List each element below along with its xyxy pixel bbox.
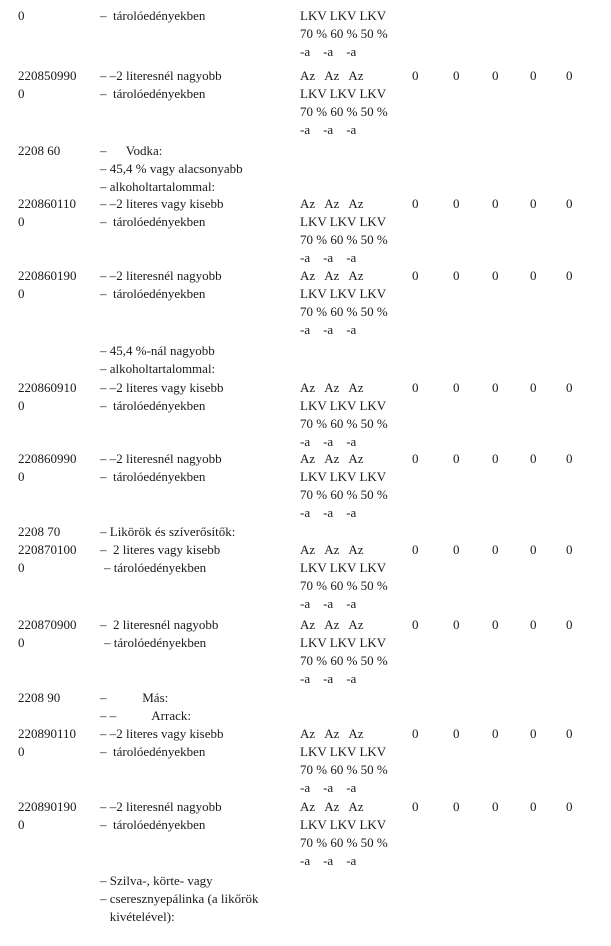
- zero-value: 0: [412, 196, 419, 211]
- rate-percent: 70 % 60 % 50 %: [300, 653, 388, 668]
- tariff-code: 0: [18, 86, 25, 101]
- zero-value: 0: [453, 196, 460, 211]
- rate-prefix: Az Az Az: [300, 451, 364, 466]
- zero-value: 0: [412, 268, 419, 283]
- rate-prefix: Az Az Az: [300, 68, 364, 83]
- description-line: – –2 literesnél nagyobb: [100, 268, 222, 283]
- rate-unit: LKV LKV LKV: [300, 398, 387, 413]
- rate-percent: 70 % 60 % 50 %: [300, 835, 388, 850]
- tariff-code: 0: [18, 8, 25, 23]
- rate-suffix: -a -a -a: [300, 596, 357, 611]
- rate-percent: 70 % 60 % 50 %: [300, 762, 388, 777]
- rate-suffix: -a -a -a: [300, 780, 357, 795]
- zero-value: 0: [566, 268, 573, 283]
- zero-value: 0: [530, 799, 537, 814]
- tariff-code: 220860990: [18, 451, 77, 466]
- rate-unit: LKV LKV LKV: [300, 214, 387, 229]
- description-line: – alkoholtartalommal:: [100, 179, 216, 194]
- description-line: – tárolóedényekben: [104, 560, 207, 575]
- zero-value: 0: [453, 542, 460, 557]
- rate-unit: LKV LKV LKV: [300, 635, 387, 650]
- tariff-code: 2208 70: [18, 524, 61, 539]
- description-line: – Likörök és szíverősítők:: [100, 524, 236, 539]
- zero-value: 0: [566, 799, 573, 814]
- tariff-code: 0: [18, 286, 25, 301]
- description-line: – –2 literesnél nagyobb: [100, 799, 222, 814]
- tariff-code: 0: [18, 214, 25, 229]
- rate-suffix: -a -a -a: [300, 44, 357, 59]
- tariff-code: 220860190: [18, 268, 77, 283]
- description-line: – tárolóedényekben: [100, 744, 206, 759]
- rate-suffix: -a -a -a: [300, 122, 357, 137]
- zero-value: 0: [453, 380, 460, 395]
- description-line: – –2 literes vagy kisebb: [100, 380, 224, 395]
- tariff-code: 0: [18, 744, 25, 759]
- rate-unit: LKV LKV LKV: [300, 560, 387, 575]
- zero-value: 0: [492, 380, 499, 395]
- rate-percent: 70 % 60 % 50 %: [300, 26, 388, 41]
- rate-unit: LKV LKV LKV: [300, 469, 387, 484]
- zero-value: 0: [453, 451, 460, 466]
- zero-value: 0: [492, 451, 499, 466]
- description-line: – alkoholtartalommal:: [100, 361, 216, 376]
- description-line: – Szilva-, körte- vagy: [100, 873, 213, 888]
- description-line: – – Arrack:: [100, 708, 191, 723]
- zero-value: 0: [566, 617, 573, 632]
- rate-unit: LKV LKV LKV: [300, 286, 387, 301]
- tariff-code: 0: [18, 817, 25, 832]
- zero-value: 0: [530, 451, 537, 466]
- description-line: – tárolóedényekben: [100, 8, 206, 23]
- description-line: – cseresznyepálinka (a likőrök: [100, 891, 259, 906]
- tariff-code: 220870900: [18, 617, 77, 632]
- tariff-code: 0: [18, 469, 25, 484]
- tariff-code: 220890110: [18, 726, 77, 741]
- description-line: – –2 literesnél nagyobb: [100, 451, 222, 466]
- rate-unit: LKV LKV LKV: [300, 817, 387, 832]
- rate-unit: LKV LKV LKV: [300, 744, 387, 759]
- zero-value: 0: [566, 542, 573, 557]
- description-line: – Más:: [100, 690, 169, 705]
- zero-value: 0: [453, 617, 460, 632]
- tariff-code: 220860910: [18, 380, 77, 395]
- zero-value: 0: [453, 726, 460, 741]
- zero-value: 0: [453, 68, 460, 83]
- zero-value: 0: [412, 380, 419, 395]
- zero-value: 0: [530, 542, 537, 557]
- description-line: – 45,4 % vagy alacsonyabb: [100, 161, 243, 176]
- zero-value: 0: [492, 268, 499, 283]
- description-line: – 2 literesnél nagyobb: [100, 617, 219, 632]
- description-line: – –2 literesnél nagyobb: [100, 68, 222, 83]
- zero-value: 0: [530, 617, 537, 632]
- zero-value: 0: [492, 68, 499, 83]
- zero-value: 0: [412, 799, 419, 814]
- tariff-code: 2208 60: [18, 143, 61, 158]
- rate-suffix: -a -a -a: [300, 671, 357, 686]
- zero-value: 0: [530, 68, 537, 83]
- rate-prefix: Az Az Az: [300, 542, 364, 557]
- zero-value: 0: [492, 196, 499, 211]
- rate-unit: LKV LKV LKV: [300, 86, 387, 101]
- tariff-code: 0: [18, 635, 25, 650]
- zero-value: 0: [412, 451, 419, 466]
- zero-value: 0: [566, 380, 573, 395]
- rate-suffix: -a -a -a: [300, 322, 357, 337]
- zero-value: 0: [530, 726, 537, 741]
- rate-prefix: Az Az Az: [300, 380, 364, 395]
- rate-percent: 70 % 60 % 50 %: [300, 232, 388, 247]
- description-line: – 2 literes vagy kisebb: [100, 542, 221, 557]
- rate-percent: 70 % 60 % 50 %: [300, 304, 388, 319]
- rate-unit: LKV LKV LKV: [300, 8, 387, 23]
- rate-percent: 70 % 60 % 50 %: [300, 487, 388, 502]
- rate-prefix: Az Az Az: [300, 268, 364, 283]
- zero-value: 0: [492, 542, 499, 557]
- tariff-code: 220890190: [18, 799, 77, 814]
- rate-suffix: -a -a -a: [300, 505, 357, 520]
- description-line: – tárolóedényekben: [100, 817, 206, 832]
- tariff-code: 220870100: [18, 542, 77, 557]
- description-line: – –2 literes vagy kisebb: [100, 726, 224, 741]
- tariff-code: 0: [18, 398, 25, 413]
- tariff-code: 220850990: [18, 68, 77, 83]
- rate-percent: 70 % 60 % 50 %: [300, 104, 388, 119]
- zero-value: 0: [566, 196, 573, 211]
- zero-value: 0: [492, 726, 499, 741]
- zero-value: 0: [530, 196, 537, 211]
- description-line: – Vodka:: [100, 143, 163, 158]
- zero-value: 0: [492, 799, 499, 814]
- description-line: kivételével):: [100, 909, 175, 924]
- zero-value: 0: [566, 726, 573, 741]
- description-line: – tárolóedényekben: [100, 286, 206, 301]
- description-line: – tárolóedényekben: [100, 214, 206, 229]
- rate-prefix: Az Az Az: [300, 617, 364, 632]
- rate-percent: 70 % 60 % 50 %: [300, 416, 388, 431]
- rate-prefix: Az Az Az: [300, 726, 364, 741]
- rate-suffix: -a -a -a: [300, 250, 357, 265]
- description-line: – tárolóedényekben: [100, 398, 206, 413]
- zero-value: 0: [412, 68, 419, 83]
- tariff-code: 0: [18, 560, 25, 575]
- tariff-code: 220860110: [18, 196, 77, 211]
- zero-value: 0: [412, 726, 419, 741]
- zero-value: 0: [492, 617, 499, 632]
- description-line: – tárolóedényekben: [100, 469, 206, 484]
- zero-value: 0: [412, 542, 419, 557]
- zero-value: 0: [530, 268, 537, 283]
- description-line: – –2 literes vagy kisebb: [100, 196, 224, 211]
- zero-value: 0: [530, 380, 537, 395]
- description-line: – 45,4 %-nál nagyobb: [100, 343, 215, 358]
- tariff-code: 2208 90: [18, 690, 61, 705]
- rate-suffix: -a -a -a: [300, 853, 357, 868]
- zero-value: 0: [566, 451, 573, 466]
- rate-prefix: Az Az Az: [300, 196, 364, 211]
- zero-value: 0: [566, 68, 573, 83]
- zero-value: 0: [453, 268, 460, 283]
- zero-value: 0: [412, 617, 419, 632]
- description-line: – tárolóedényekben: [100, 86, 206, 101]
- zero-value: 0: [453, 799, 460, 814]
- rate-suffix: -a -a -a: [300, 434, 357, 449]
- description-line: – tárolóedényekben: [104, 635, 207, 650]
- rate-percent: 70 % 60 % 50 %: [300, 578, 388, 593]
- rate-prefix: Az Az Az: [300, 799, 364, 814]
